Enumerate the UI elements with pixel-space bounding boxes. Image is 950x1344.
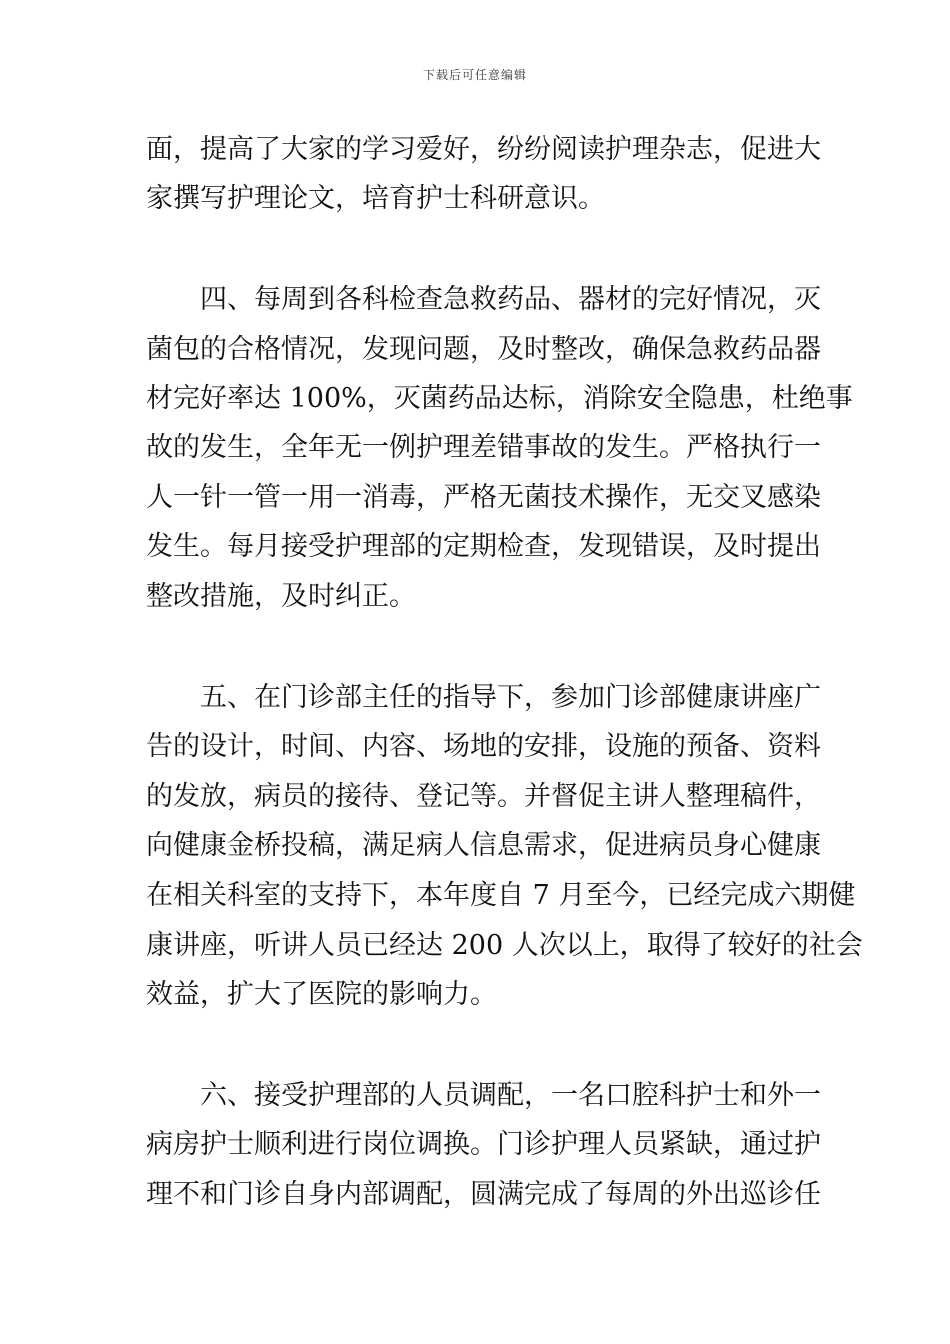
text-line: 故的发生，全年无一例护理差错事故的发生。严格执行一 xyxy=(146,432,821,463)
text-line: 病房护士顺利进行岗位调换。门诊护理人员紧缺，通过护 xyxy=(146,1129,821,1160)
text-line: 整改措施，及时纠正。 xyxy=(146,581,416,612)
text-line: 理不和门诊自身内部调配，圆满完成了每周的外出巡诊任 xyxy=(146,1179,821,1210)
text-line: 康讲座，听讲人员已经达 200 人次以上，取得了较好的社会 xyxy=(146,930,863,961)
paragraph-start-line: 六、接受护理部的人员调配，一名口腔科护士和外一 xyxy=(200,1080,821,1111)
text-line: 在相关科室的支持下，本年度自 7 月至今，已经完成六期健 xyxy=(146,880,856,911)
text-line: 人一针一管一用一消毒，严格无菌技术操作，无交叉感染 xyxy=(146,482,821,513)
text-line: 菌包的合格情况，发现问题，及时整改，确保急救药品器 xyxy=(146,334,821,365)
text-line: 效益，扩大了医院的影响力。 xyxy=(146,979,497,1010)
paragraph-start-line: 四、每周到各科检查急救药品、器材的完好情况，灭 xyxy=(200,284,821,315)
text-line: 面，提高了大家的学习爱好，纷纷阅读护理杂志，促进大 xyxy=(146,134,821,165)
text-line: 材完好率达 100%，灭菌药品达标，消除安全隐患，杜绝事 xyxy=(146,383,853,414)
text-line: 家撰写护理论文，培育护士科研意识。 xyxy=(146,183,605,214)
text-line: 告的设计，时间、内容、场地的安排，设施的预备、资料 xyxy=(146,731,821,762)
text-line: 发生。每月接受护理部的定期检查，发现错误，及时提出 xyxy=(146,531,821,562)
text-line: 的发放，病员的接待、登记等。并督促主讲人整理稿件， xyxy=(146,781,821,812)
page-header: 下载后可任意编辑 xyxy=(422,68,527,82)
paragraph-start-line: 五、在门诊部主任的指导下，参加门诊部健康讲座广 xyxy=(200,682,821,713)
text-line: 向健康金桥投稿，满足病人信息需求，促进病员身心健康 xyxy=(146,830,821,861)
